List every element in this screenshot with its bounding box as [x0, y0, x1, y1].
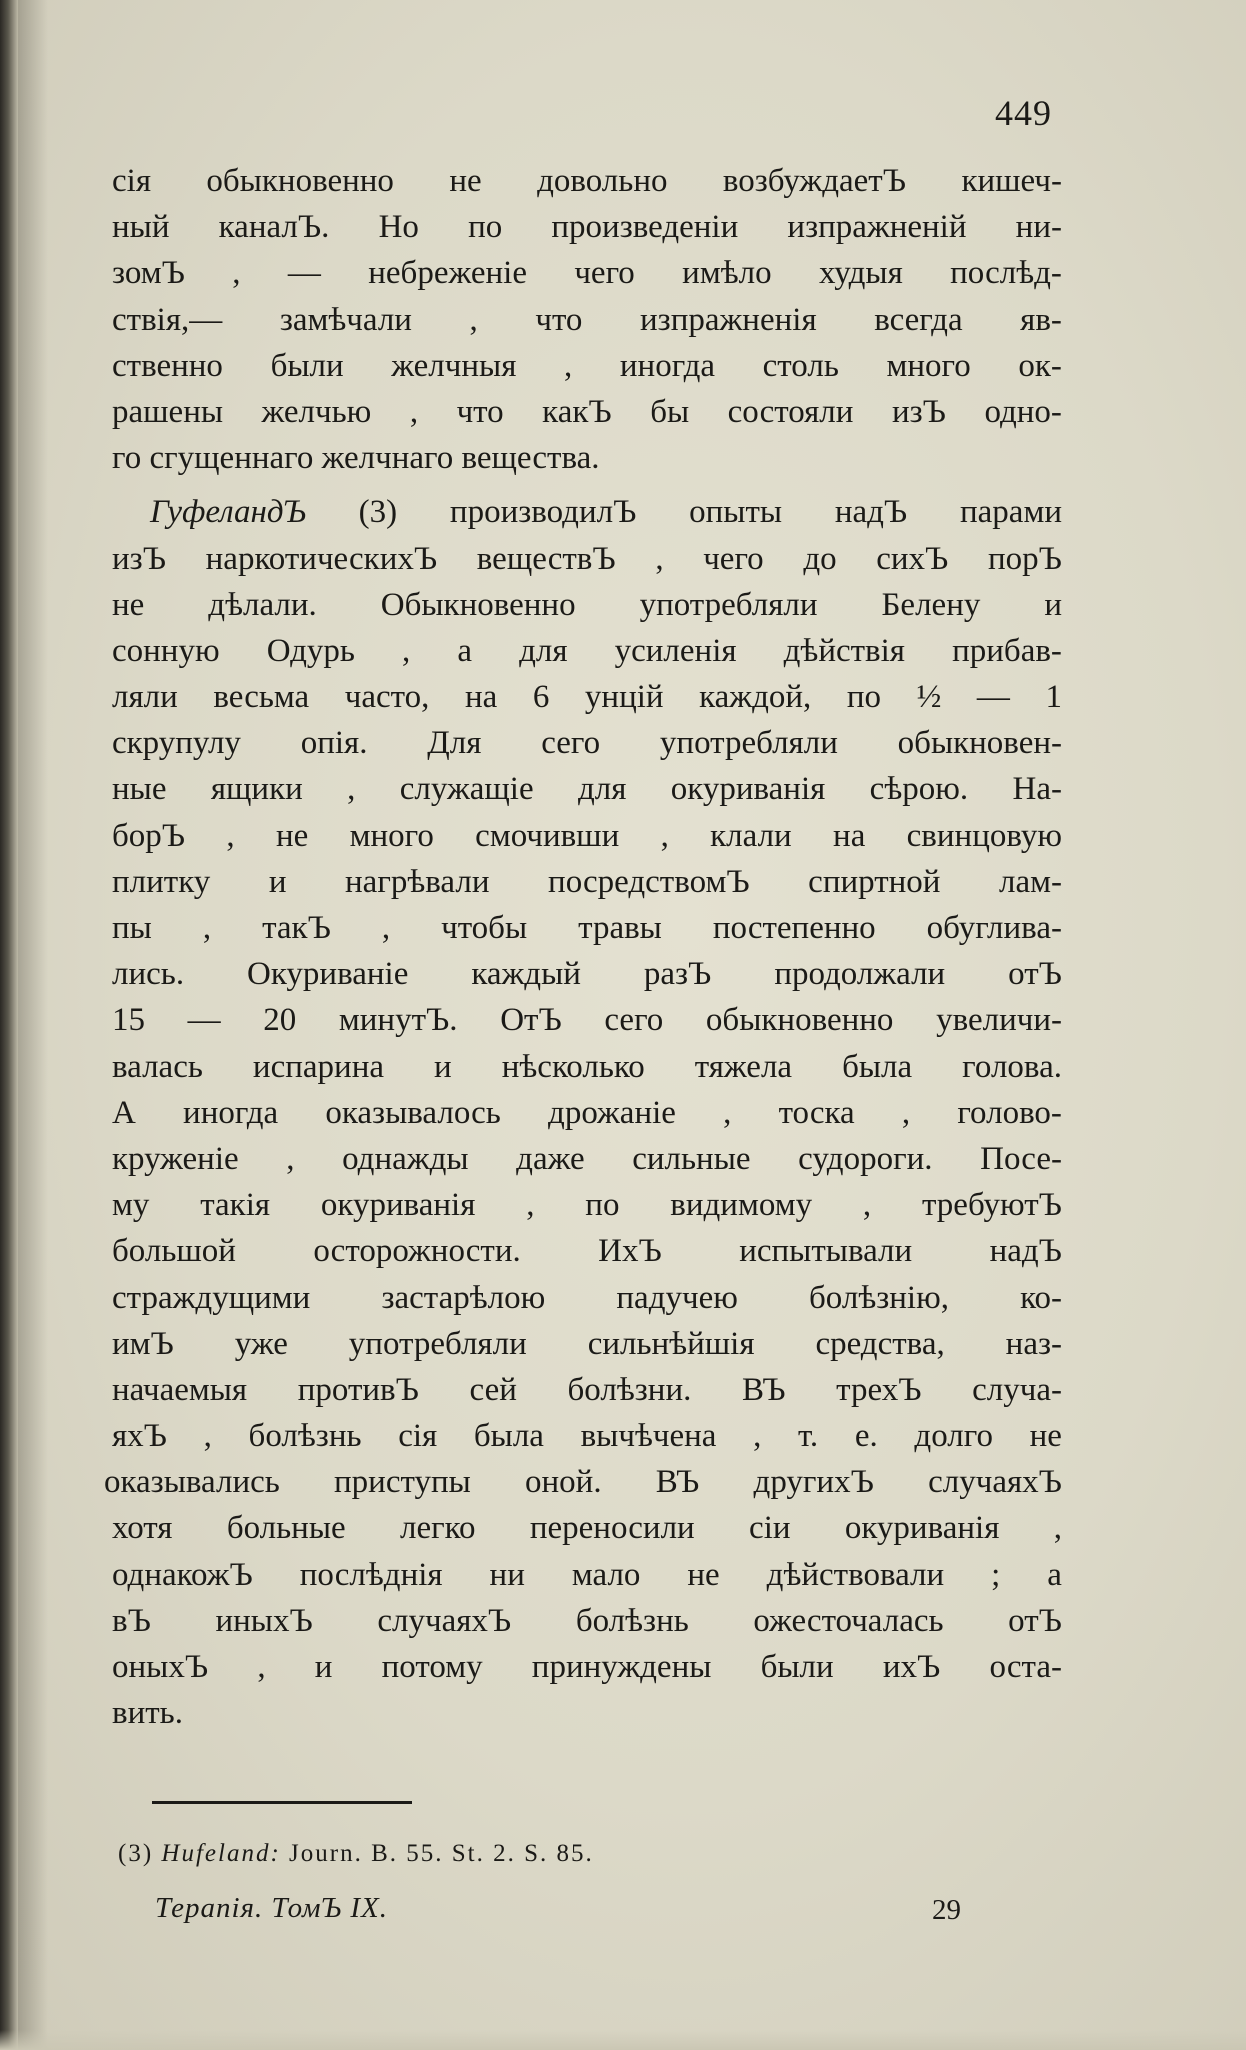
text-line — [112, 951, 1062, 997]
text-line — [112, 1644, 1062, 1690]
word: судороги. — [798, 1140, 933, 1177]
text-line — [112, 628, 1062, 674]
word: начаемыя — [112, 1371, 248, 1408]
text-line — [112, 343, 1062, 389]
word: плитку — [112, 863, 211, 900]
word: осторожности. — [313, 1233, 521, 1270]
footnote — [118, 1840, 594, 1868]
word: ни — [489, 1556, 525, 1593]
word: ствія,— — [112, 301, 223, 338]
word: дѣйствовали — [766, 1556, 945, 1593]
word: испарина — [252, 1048, 385, 1085]
text-line — [112, 720, 1062, 766]
word: , — [469, 301, 478, 338]
word: оказывалось — [325, 1094, 501, 1131]
word: , — [660, 817, 669, 854]
word: тяжела — [694, 1048, 793, 1085]
word: не — [112, 586, 145, 623]
word: — — [976, 679, 1010, 716]
word: сильнѣйшія — [587, 1325, 755, 1362]
word: изпражненія — [640, 301, 817, 338]
word: произведеніи — [551, 209, 739, 246]
word: голово- — [957, 1094, 1062, 1131]
word: всегда — [874, 301, 963, 338]
word: дѣлали. — [208, 586, 317, 623]
word: обыкновенно — [206, 163, 394, 199]
word: окуриванія — [844, 1510, 1000, 1547]
word: — — [187, 1002, 221, 1039]
word: кишеч- — [961, 163, 1062, 199]
word: ; — [991, 1556, 1001, 1593]
word: ящики — [210, 771, 303, 808]
word: требуютЪ — [921, 1187, 1062, 1224]
word: тоска — [778, 1094, 855, 1131]
word: послѣд- — [950, 255, 1062, 292]
word: отЪ — [1008, 956, 1062, 993]
word: каналЪ. — [218, 209, 330, 246]
text-line — [112, 204, 1062, 250]
word: ный — [112, 209, 170, 246]
word: падучею — [616, 1279, 738, 1316]
word: имѣло — [682, 255, 772, 292]
page-number: 449 — [995, 93, 1052, 133]
footnote-marker: (3) — [118, 1840, 154, 1867]
word: изЪ — [891, 393, 946, 430]
text-line — [112, 250, 1062, 296]
word: однакожЪ — [112, 1556, 253, 1593]
word: и — [434, 1048, 452, 1085]
word: замѣчали — [279, 301, 412, 338]
word: наз- — [1005, 1325, 1062, 1362]
word: сіи — [749, 1510, 791, 1547]
word: 1 — [1045, 679, 1062, 716]
word: , — [753, 1418, 762, 1455]
word: дѣйствія — [783, 632, 905, 669]
text-line — [112, 1598, 1062, 1644]
book-spine — [0, 0, 18, 2050]
word: худыя — [818, 255, 903, 292]
word: борЪ — [112, 817, 186, 854]
word: сія — [112, 163, 151, 199]
word: , — [901, 1094, 911, 1131]
word: прибав- — [952, 632, 1062, 669]
word: окуриванія — [320, 1187, 476, 1224]
word: оста- — [989, 1649, 1062, 1685]
text-line — [112, 536, 1062, 582]
word: была — [842, 1048, 913, 1085]
word: даже — [516, 1140, 585, 1177]
word: много — [886, 347, 971, 384]
word: 15 — [112, 1002, 145, 1039]
word: обыкновен- — [897, 725, 1062, 762]
word: , — [232, 255, 241, 292]
word: посредствомЪ — [548, 863, 750, 900]
text-line — [112, 1505, 1062, 1551]
word: ВЪ — [741, 1371, 786, 1408]
word: возбуждаетЪ — [722, 163, 907, 199]
word: клали — [710, 817, 792, 854]
text-line — [112, 905, 1062, 951]
word: нѣсколько — [501, 1048, 645, 1085]
word: , — [381, 910, 391, 946]
word: обуглива- — [926, 910, 1062, 946]
word: и — [268, 863, 287, 900]
word: болѣзнію, — [809, 1279, 950, 1316]
sheet-number: 29 — [932, 1894, 961, 1926]
word: до — [803, 540, 837, 577]
word: парами — [959, 494, 1062, 531]
word: Белену — [881, 586, 981, 623]
line-text: вить. — [112, 1695, 183, 1732]
word: больные — [226, 1510, 346, 1547]
body-text — [104, 158, 1062, 1736]
word: а — [1047, 1556, 1062, 1593]
word: не — [687, 1556, 720, 1593]
word: наркотическихЪ — [205, 540, 438, 577]
word: , — [409, 393, 419, 430]
text-line — [112, 1413, 1062, 1459]
word: Одурь — [266, 632, 355, 669]
word: лам- — [998, 863, 1062, 900]
word: , — [347, 771, 356, 808]
text-line — [112, 1182, 1062, 1228]
word: пы — [112, 910, 152, 946]
word: , — [655, 540, 664, 577]
word: порЪ — [988, 540, 1062, 577]
word: скрупулу — [112, 725, 241, 762]
word: ляли — [112, 679, 178, 716]
paragraph — [104, 489, 1062, 1736]
word: опія. — [300, 725, 368, 762]
word: , — [402, 632, 411, 669]
text-line — [112, 489, 1062, 535]
word: А — [112, 1094, 136, 1131]
word: по — [468, 209, 503, 246]
word: надЪ — [989, 1233, 1062, 1270]
word: на — [833, 817, 866, 854]
text-line — [112, 674, 1062, 720]
word: столь — [762, 347, 839, 384]
word: вЪ — [112, 1602, 151, 1639]
word: вычѣчена — [580, 1418, 717, 1455]
word: не — [1029, 1418, 1062, 1455]
text-line — [112, 1136, 1062, 1182]
word: иногда — [183, 1094, 279, 1131]
word: состояли — [727, 393, 854, 430]
word: Посе- — [980, 1140, 1062, 1177]
word: ственно — [112, 347, 223, 384]
word: производилЪ — [449, 494, 637, 531]
word: трехЪ — [836, 1371, 922, 1408]
text-line — [112, 1690, 1062, 1736]
word: служащіе — [399, 771, 534, 808]
word: чтобы — [441, 910, 528, 946]
word: желчью — [261, 393, 372, 430]
word: — — [287, 255, 321, 292]
word: часто, — [344, 679, 430, 716]
word: сего — [541, 725, 601, 762]
word: рашены — [112, 393, 224, 430]
word: иныхЪ — [215, 1602, 313, 1639]
word: , — [862, 1187, 872, 1224]
word: оказывались — [104, 1464, 280, 1501]
paragraph — [112, 158, 1062, 481]
word: Но — [378, 209, 419, 246]
word: сія — [398, 1418, 438, 1455]
word: дрожаніе — [548, 1094, 676, 1131]
word: 20 — [263, 1002, 297, 1039]
text-line — [112, 158, 1062, 204]
word: , — [723, 1094, 732, 1131]
word: ИхЪ — [598, 1233, 662, 1270]
text-line — [112, 813, 1062, 859]
word: лись. — [112, 956, 185, 993]
word: травы — [578, 910, 662, 946]
text-line — [112, 859, 1062, 905]
word: яхЪ — [112, 1418, 167, 1455]
word: Обыкновенно — [380, 586, 576, 623]
word: унцій — [584, 679, 664, 716]
word: ½ — [916, 679, 942, 716]
word: Для — [427, 725, 482, 762]
word: валась — [112, 1048, 203, 1085]
word: что — [456, 393, 504, 430]
word: , — [257, 1649, 266, 1685]
text-line — [112, 1044, 1062, 1090]
word: довольно — [537, 163, 668, 199]
word: иногда — [619, 347, 716, 384]
word: послѣднія — [299, 1556, 443, 1593]
word: были — [760, 1649, 834, 1685]
word: обыкновенно — [705, 1002, 894, 1039]
text-line — [104, 1459, 1062, 1505]
text-line — [112, 766, 1062, 812]
word: много — [349, 817, 434, 854]
author-name: ГуфеландЪ — [150, 494, 306, 531]
word: чего — [703, 540, 764, 577]
word: сей — [469, 1371, 517, 1408]
word: какЪ — [542, 393, 612, 430]
text-line — [112, 997, 1062, 1043]
word: спиртной — [808, 863, 941, 900]
word: не — [275, 817, 309, 854]
signature-title: Терапія. ТомЪ IX. — [155, 1892, 388, 1924]
word: голова. — [962, 1048, 1062, 1085]
word: противЪ — [297, 1371, 419, 1408]
word: оной. — [525, 1464, 602, 1501]
word: му — [112, 1187, 150, 1224]
word: , — [1053, 1510, 1062, 1547]
word: одно- — [984, 393, 1062, 430]
word: сильные — [632, 1140, 751, 1177]
word: уже — [234, 1325, 288, 1362]
word: , — [226, 817, 235, 854]
word: большой — [112, 1233, 236, 1270]
word: употребляли — [639, 586, 818, 623]
word: , — [203, 1418, 212, 1455]
word: е. — [854, 1418, 878, 1455]
text-line — [112, 582, 1062, 628]
word: приступы — [334, 1464, 471, 1501]
word: испытывали — [739, 1233, 913, 1270]
word: переносили — [529, 1510, 695, 1547]
word: нагрѣвали — [345, 863, 490, 900]
word: такія — [200, 1187, 271, 1224]
word: желчныя — [391, 347, 517, 384]
text-line — [112, 435, 1062, 481]
page-bottom-edge — [0, 2030, 1246, 2050]
word: Окуриваніе — [247, 956, 409, 993]
word: сего — [604, 1002, 664, 1039]
word: минутЪ. — [338, 1002, 458, 1039]
word: отЪ — [1008, 1602, 1062, 1639]
word: болѣзни. — [567, 1371, 692, 1408]
word: ожесточалась — [753, 1602, 944, 1639]
word: случаяхЪ — [377, 1602, 512, 1639]
text-line — [112, 1321, 1062, 1367]
text-line — [112, 389, 1062, 435]
word: страждущими — [112, 1279, 311, 1316]
word: ВЪ — [655, 1464, 700, 1501]
word: была — [473, 1418, 544, 1455]
word: для — [519, 632, 568, 669]
word: оныхЪ — [112, 1649, 209, 1685]
word: увеличи- — [936, 1002, 1062, 1039]
word: весьма — [213, 679, 310, 716]
word: что — [535, 301, 583, 338]
word: ко- — [1020, 1279, 1062, 1316]
word: для — [577, 771, 627, 808]
word: сѣрою. — [869, 771, 969, 808]
word: постепенно — [712, 910, 876, 946]
text-line — [112, 1367, 1062, 1413]
word: ОтЪ — [500, 1002, 562, 1039]
word: , — [202, 910, 212, 946]
word: видимому — [670, 1187, 813, 1224]
word: , — [526, 1187, 535, 1224]
word: и — [314, 1649, 333, 1685]
word: употребляли — [659, 725, 838, 762]
word: надЪ — [834, 494, 908, 531]
word: окуриванія — [670, 771, 826, 808]
word: сихЪ — [876, 540, 949, 577]
word: были — [270, 347, 344, 384]
word: ные — [112, 771, 167, 808]
paragraph-spacer — [112, 481, 1062, 489]
word: яв- — [1020, 301, 1062, 338]
text-line — [112, 297, 1062, 343]
word: мало — [571, 1556, 641, 1593]
word: болѣзнь — [248, 1418, 362, 1455]
word: усиленія — [614, 632, 737, 669]
word: однажды — [342, 1140, 469, 1177]
text-line — [112, 1275, 1062, 1321]
word: такЪ — [262, 910, 331, 946]
word: веществЪ — [476, 540, 616, 577]
word: разЪ — [643, 956, 712, 993]
word: застарѣлою — [381, 1279, 546, 1316]
word: ок- — [1018, 347, 1062, 384]
word: не — [449, 163, 482, 199]
word: свинцовую — [906, 817, 1062, 854]
word: ихЪ — [882, 1649, 941, 1685]
word: т. — [797, 1418, 819, 1455]
word: по — [846, 679, 882, 716]
word: легко — [400, 1510, 476, 1547]
word: (3) — [358, 494, 398, 531]
word: болѣзнь — [575, 1602, 689, 1639]
word: опыты — [689, 494, 783, 531]
word: случа- — [972, 1371, 1062, 1408]
footnote-author: Hufeland: — [161, 1840, 281, 1867]
word: 6 — [532, 679, 550, 716]
word: по — [585, 1187, 620, 1224]
word: долго — [914, 1418, 993, 1455]
word: употребляли — [348, 1325, 527, 1362]
word: случаяхЪ — [928, 1464, 1062, 1501]
word: потому — [381, 1649, 483, 1685]
word: сонную — [112, 632, 220, 669]
word: принуждены — [531, 1649, 712, 1685]
word: чего — [574, 255, 635, 292]
footnote-rule — [152, 1801, 412, 1804]
text-line — [112, 1228, 1062, 1274]
text-line — [112, 1090, 1062, 1136]
word: другихЪ — [753, 1464, 874, 1501]
word: изЪ — [112, 540, 166, 577]
word: , — [286, 1140, 295, 1177]
word: бы — [650, 393, 690, 430]
word: а — [457, 632, 473, 669]
text-line — [112, 1552, 1062, 1598]
word: каждой, — [699, 679, 812, 716]
footnote-citation: Journ. B. 55. St. 2. S. 85. — [289, 1840, 594, 1867]
word: небреженіе — [368, 255, 527, 292]
word: На- — [1012, 771, 1062, 808]
word: имЪ — [112, 1325, 174, 1362]
spine-shadow — [18, 0, 48, 2050]
word: изпражненій — [787, 209, 967, 246]
word: зомЪ — [112, 255, 185, 292]
word: каждый — [471, 956, 581, 993]
line-text: го сгущеннаго желчнаго вещества. — [112, 440, 600, 477]
word: хотя — [112, 1510, 173, 1547]
word: , — [564, 347, 573, 384]
word: смочивши — [475, 817, 620, 854]
word: продолжали — [774, 956, 946, 993]
word: средства, — [815, 1325, 945, 1362]
word: ни- — [1015, 209, 1062, 246]
word: и — [1044, 586, 1062, 623]
word: круженіе — [112, 1140, 239, 1177]
word: на — [464, 679, 498, 716]
